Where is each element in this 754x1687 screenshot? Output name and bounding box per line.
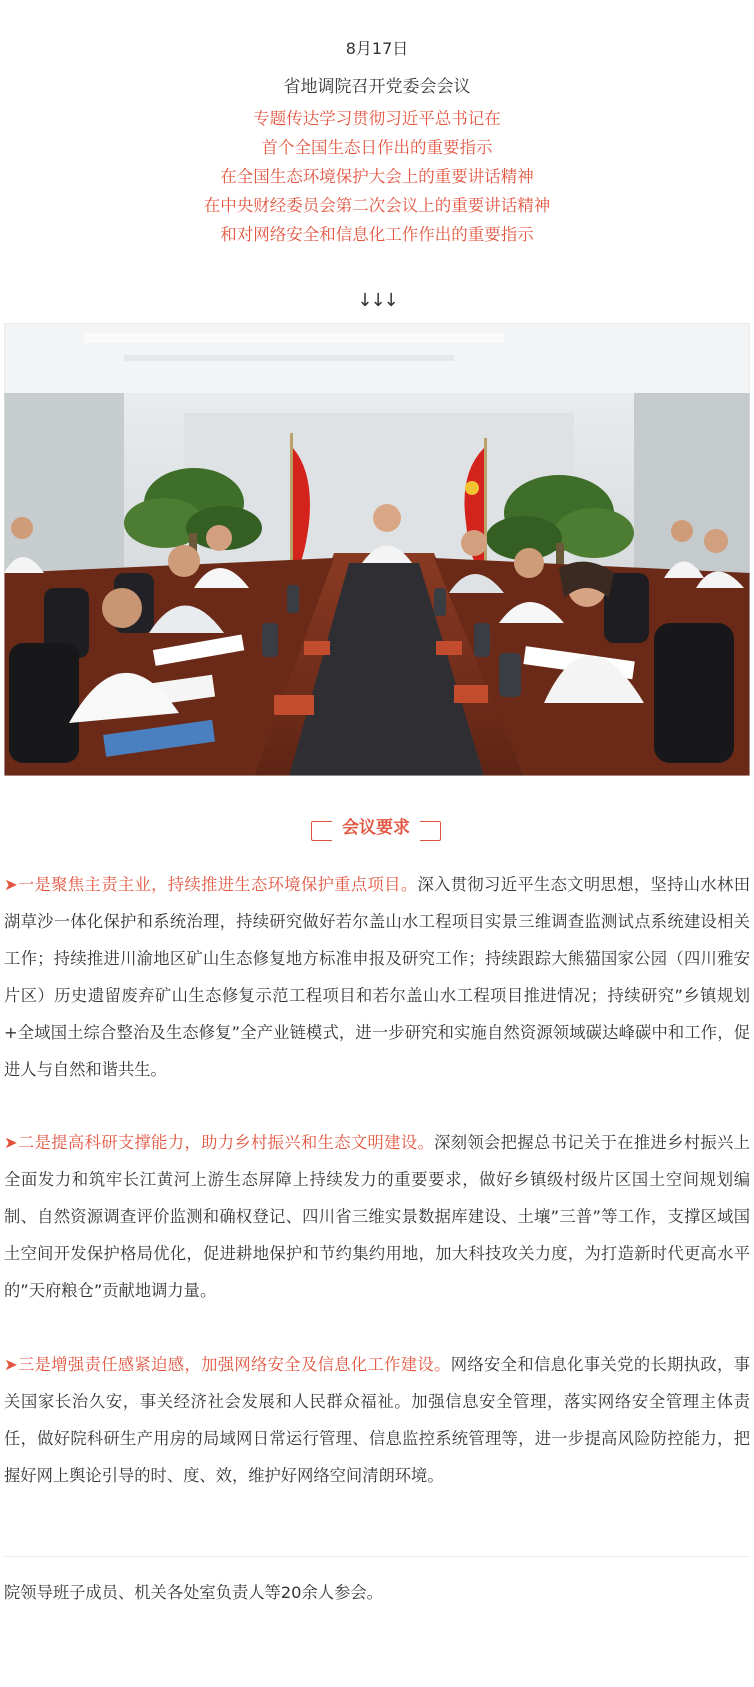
subtitle-line: 和对网络安全和信息化工作作出的重要指示 xyxy=(220,225,534,244)
section-title-text: 会议要求 xyxy=(332,815,420,841)
article-heading: 省地调院召开党委会会议 xyxy=(283,77,471,97)
paragraph-3 xyxy=(4,1346,750,1494)
subtitle-line: 在中央财经委员会第二次会议上的重要讲话精神 xyxy=(203,196,551,215)
meeting-photo-illustration xyxy=(4,323,750,776)
subtitle-block xyxy=(0,104,754,249)
paragraph-lead: ➤三是增强责任感紧迫感，加强网络安全及信息化工作建设。 xyxy=(4,1355,451,1374)
subtitle-line: 在全国生态环境保护大会上的重要讲话精神 xyxy=(220,167,534,186)
paragraph-body: 深入贯彻习近平生态文明思想，坚持山水林田湖草沙一体化保护和系统治理，持续研究做好若尔盖山水工程项目实景三维调查监测试点系统建设相关工作；持续推进川渝地区矿山生态修复地方标准申报及研究工作；持续跟踪大熊猫国家公园（四川雅安片区）历史遗留废弃矿山生态修复示范工程项目和若尔盖山水工程项目推进情况；持续研究”乡镇规划+全域国土综合整治及生态修复”全产业链模式，进一步研究和实施自然资源领域碳达峰碳中和工作，促进人与自然和谐共生。 xyxy=(4,875,750,1079)
paragraph-1 xyxy=(4,866,750,1088)
paragraph-body: 深刻领会把握总书记关于在推进乡村振兴上全面发力和筑牢长江黄河上游生态屏障上持续发力的重要要求，做好乡镇级村级片区国土空间规划编制、自然资源调查评价监测和确权登记、四川省三维实景数据库建设、土壤”三普”等工作，支撑区域国土空间开发保护格局优化，促进耕地保护和节约集约用地，加大科技攻关力度，为打造新时代更高水平的”天府粮仓”贡献地调力量。 xyxy=(4,1133,750,1300)
paragraph-body: 网络安全和信息化事关党的长期执政，事关国家长治久安，事关经济社会发展和人民群众福祉。加强信息安全管理，落实网络安全管理主体责任，做好院科研生产用房的局域网日常运行管理、信息监控系统管理等，进一步提高风险防控能力，把握好网上舆论引导的时、度、效，维护好网络空间清朗环境。 xyxy=(4,1355,750,1485)
section-title xyxy=(311,813,441,843)
article-date: 8月17日 xyxy=(345,39,409,58)
down-arrows: ↓↓↓ xyxy=(357,290,397,311)
subtitle-line: 专题传达学习贯彻习近平总书记在 xyxy=(253,109,501,128)
paragraph-lead: ➤一是聚焦主责主业，持续推进生态环境保护重点项目。 xyxy=(4,875,418,894)
paragraph-lead: ➤二是提高科研支撑能力，助力乡村振兴和生态文明建设。 xyxy=(4,1133,435,1152)
meeting-photo xyxy=(4,323,750,776)
divider xyxy=(4,1556,750,1557)
paragraph-2 xyxy=(4,1124,750,1309)
attendance-note: 院领导班子成员、机关各处室负责人等20余人参会。 xyxy=(4,1583,383,1602)
subtitle-line: 首个全国生态日作出的重要指示 xyxy=(261,138,493,157)
